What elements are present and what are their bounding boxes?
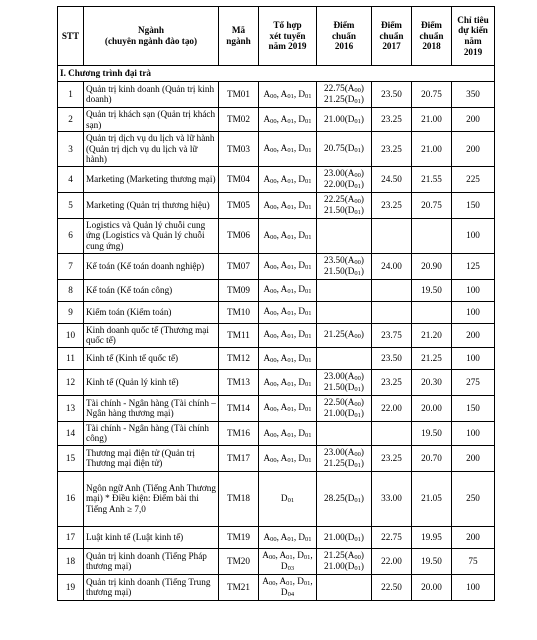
header-row: [58, 7, 495, 66]
row-score-2018: 21.20: [412, 323, 452, 347]
row-code: TM13: [219, 369, 259, 395]
header-combo-text: Tổ hợp xét tuyển năm 2019: [268, 20, 307, 52]
row-combo: A00, A01, D01: [259, 166, 317, 192]
row-code: TM06: [219, 218, 259, 253]
row-score-2016: 23.00(A00) 21.25(D01): [317, 445, 372, 471]
row-stt: 2: [58, 107, 84, 131]
row-major: Quản trị dịch vụ du lịch và lữ hành (Quản trị dịch vụ du lịch và lữ hành): [84, 132, 219, 167]
row-combo: A00, A01, D01: [259, 253, 317, 279]
row-score-2018: 19.50: [412, 548, 452, 574]
row-score-2018: [412, 218, 452, 253]
row-code: TM21: [219, 574, 259, 600]
table-row: [58, 253, 495, 279]
row-score-2016: 20.75(D01): [317, 132, 372, 167]
row-score-2018: 19.95: [412, 526, 452, 548]
table-row: [58, 526, 495, 548]
row-quota: 250: [452, 471, 495, 526]
row-quota: 100: [452, 421, 495, 445]
row-major: Tài chính - Ngân hàng (Tài chính công): [84, 421, 219, 445]
row-code: TM01: [219, 82, 259, 108]
row-major: Quản trị kinh doanh (Tiếng Trung thương mại): [84, 574, 219, 600]
row-code: TM03: [219, 132, 259, 167]
admission-scores-table: [57, 6, 495, 601]
row-major: Logistics và Quản lý chuỗi cung ứng (Logistics và Quản lý chuỗi cung ứng): [84, 218, 219, 253]
row-combo: A00, A01, D01: [259, 218, 317, 253]
row-score-2017: [372, 421, 412, 445]
row-score-2018: 20.00: [412, 574, 452, 600]
row-stt: 9: [58, 301, 84, 323]
row-code: TM14: [219, 395, 259, 421]
row-stt: 13: [58, 395, 84, 421]
row-quota: 350: [452, 82, 495, 108]
row-major: Tài chính - Ngân hàng (Tài chính – Ngân hàng thương mại): [84, 395, 219, 421]
row-score-2017: 23.50: [372, 82, 412, 108]
row-score-2018: [412, 301, 452, 323]
row-score-2016: [317, 574, 372, 600]
row-code: TM20: [219, 548, 259, 574]
row-score-2018: 21.25: [412, 347, 452, 369]
row-score-2016: [317, 218, 372, 253]
row-stt: 1: [58, 82, 84, 108]
table-row: [58, 107, 495, 131]
row-major: Thương mại điện tử (Quản trị Thương mại điện tử): [84, 445, 219, 471]
row-score-2017: [372, 218, 412, 253]
row-major: Quản trị kinh doanh (Tiếng Pháp thương mại): [84, 548, 219, 574]
header-combo: [259, 7, 317, 66]
row-stt: 4: [58, 166, 84, 192]
row-major: Kinh tế (Kinh tế quốc tế): [84, 347, 219, 369]
row-combo: A00, A01, D01, D04: [259, 574, 317, 600]
header-code: [219, 7, 259, 66]
row-score-2016: [317, 279, 372, 301]
row-stt: 14: [58, 421, 84, 445]
row-score-2018: 20.90: [412, 253, 452, 279]
row-major: Kế toán (Kế toán doanh nghiệp): [84, 253, 219, 279]
row-score-2018: 20.75: [412, 82, 452, 108]
row-code: TM09: [219, 279, 259, 301]
table-row: [58, 218, 495, 253]
row-stt: 17: [58, 526, 84, 548]
row-major: Luật kinh tế (Luật kinh tế): [84, 526, 219, 548]
table-row: [58, 323, 495, 347]
row-quota: 200: [452, 526, 495, 548]
table-row: [58, 369, 495, 395]
row-quota: 100: [452, 218, 495, 253]
header-score-2017: [372, 7, 412, 66]
table-row: [58, 279, 495, 301]
header-quota-text: Chỉ tiêu dự kiến năm 2019: [457, 14, 489, 57]
row-score-2017: 22.50: [372, 574, 412, 600]
row-quota: 275: [452, 369, 495, 395]
header-stt: [58, 7, 84, 66]
header-major: [84, 7, 219, 66]
row-score-2018: 20.70: [412, 445, 452, 471]
row-score-2017: 23.75: [372, 323, 412, 347]
row-score-2016: 21.00(D01): [317, 107, 372, 131]
table-row: [58, 301, 495, 323]
row-quota: 225: [452, 166, 495, 192]
row-combo: A00, A01, D01: [259, 192, 317, 218]
row-score-2016: 22.25(A00) 21.50(D01): [317, 192, 372, 218]
row-score-2018: 21.00: [412, 107, 452, 131]
table-row: [58, 347, 495, 369]
row-score-2016: 21.25(A00): [317, 323, 372, 347]
table-row: [58, 421, 495, 445]
row-combo: A00, A01, D01: [259, 107, 317, 131]
row-combo: A00, A01, D01, D03: [259, 548, 317, 574]
row-major: Kế toán (Kế toán công): [84, 279, 219, 301]
table-row: [58, 132, 495, 167]
row-score-2017: [372, 301, 412, 323]
row-score-2016: 22.50(A00) 21.00(D01): [317, 395, 372, 421]
header-stt-text: STT: [61, 30, 80, 41]
row-score-2018: 21.00: [412, 132, 452, 167]
row-score-2017: 33.00: [372, 471, 412, 526]
row-score-2017: 23.25: [372, 192, 412, 218]
row-stt: 16: [58, 471, 84, 526]
header-major-text: Ngành (chuyên ngành đào tạo): [104, 25, 198, 46]
row-stt: 19: [58, 574, 84, 600]
row-quota: 200: [452, 107, 495, 131]
row-score-2017: 22.75: [372, 526, 412, 548]
row-quota: 200: [452, 445, 495, 471]
header-score-2018-text: Điểm chuẩn 2018: [419, 20, 444, 52]
table-row: [58, 548, 495, 574]
header-score-2017-text: Điểm chuẩn 2017: [379, 20, 404, 52]
header-quota: [452, 7, 495, 66]
table-row: [58, 192, 495, 218]
row-score-2016: 22.75(A00) 21.25(D01): [317, 82, 372, 108]
section-row: [58, 66, 495, 82]
row-major: Kiểm toán (Kiểm toán): [84, 301, 219, 323]
row-score-2016: [317, 301, 372, 323]
row-major: Marketing (Quản trị thương hiệu): [84, 192, 219, 218]
row-score-2016: 21.00(D01): [317, 526, 372, 548]
row-stt: 10: [58, 323, 84, 347]
row-score-2017: 23.25: [372, 369, 412, 395]
row-major: Kinh tế (Quản lý kinh tế): [84, 369, 219, 395]
table-row: [58, 395, 495, 421]
row-stt: 6: [58, 218, 84, 253]
row-code: TM11: [219, 323, 259, 347]
row-score-2016: 23.50(A00) 21.50(D01): [317, 253, 372, 279]
row-code: TM16: [219, 421, 259, 445]
row-score-2017: 24.00: [372, 253, 412, 279]
row-code: TM17: [219, 445, 259, 471]
row-stt: 3: [58, 132, 84, 167]
row-score-2016: 21.25(A00) 21.00(D01): [317, 548, 372, 574]
row-score-2016: 23.00(A00) 22.00(D01): [317, 166, 372, 192]
row-combo: A00, A01, D01: [259, 132, 317, 167]
row-quota: 75: [452, 548, 495, 574]
row-score-2018: 20.75: [412, 192, 452, 218]
row-quota: 100: [452, 301, 495, 323]
row-score-2018: 20.30: [412, 369, 452, 395]
row-code: TM19: [219, 526, 259, 548]
row-combo: D01: [259, 471, 317, 526]
row-score-2016: [317, 421, 372, 445]
row-quota: 200: [452, 132, 495, 167]
row-code: TM05: [219, 192, 259, 218]
row-code: TM10: [219, 301, 259, 323]
row-score-2017: 23.50: [372, 347, 412, 369]
header-score-2016: [317, 7, 372, 66]
section-title: I. Chương trình đại trà: [58, 66, 495, 82]
row-stt: 7: [58, 253, 84, 279]
row-score-2016: 28.25(D01): [317, 471, 372, 526]
row-score-2017: 23.25: [372, 132, 412, 167]
row-code: TM18: [219, 471, 259, 526]
row-score-2017: 22.00: [372, 548, 412, 574]
row-score-2017: [372, 279, 412, 301]
table-row: [58, 445, 495, 471]
row-combo: A00, A01, D01: [259, 526, 317, 548]
table-row: [58, 82, 495, 108]
row-quota: 100: [452, 279, 495, 301]
header-score-2018: [412, 7, 452, 66]
header-score-2016-text: Điểm chuẩn 2016: [331, 20, 356, 52]
row-score-2018: 19.50: [412, 421, 452, 445]
row-stt: 11: [58, 347, 84, 369]
row-major: Quản trị kinh doanh (Quản trị kinh doanh): [84, 82, 219, 108]
row-score-2017: 23.25: [372, 445, 412, 471]
row-combo: A00, A01, D01: [259, 323, 317, 347]
row-score-2018: 21.05: [412, 471, 452, 526]
admission-table-container: [57, 6, 494, 601]
row-combo: A00, A01, D01: [259, 445, 317, 471]
row-code: TM07: [219, 253, 259, 279]
row-code: TM12: [219, 347, 259, 369]
row-stt: 5: [58, 192, 84, 218]
row-quota: 100: [452, 347, 495, 369]
table-row: [58, 574, 495, 600]
row-stt: 15: [58, 445, 84, 471]
row-score-2017: 22.00: [372, 395, 412, 421]
row-quota: 100: [452, 574, 495, 600]
row-combo: A00, A01, D01: [259, 395, 317, 421]
row-score-2018: 19.50: [412, 279, 452, 301]
row-score-2018: 20.00: [412, 395, 452, 421]
row-score-2017: 24.50: [372, 166, 412, 192]
row-score-2017: 23.25: [372, 107, 412, 131]
row-major: Ngôn ngữ Anh (Tiếng Anh Thương mại) * Điều kiện: Điểm bài thi Tiếng Anh ≥ 7,0: [84, 471, 219, 526]
row-combo: A00, A01, D01: [259, 369, 317, 395]
row-stt: 18: [58, 548, 84, 574]
row-combo: A00, A01, D01: [259, 347, 317, 369]
row-code: TM02: [219, 107, 259, 131]
row-stt: 12: [58, 369, 84, 395]
row-code: TM04: [219, 166, 259, 192]
row-quota: 200: [452, 323, 495, 347]
row-score-2016: 23.00(A00) 21.50(D01): [317, 369, 372, 395]
row-combo: A00, A01, D01: [259, 421, 317, 445]
row-combo: A00, A01, D01: [259, 82, 317, 108]
header-code-text: Mã ngành: [226, 25, 251, 46]
table-row: [58, 166, 495, 192]
row-major: Quản trị khách sạn (Quản trị khách sạn): [84, 107, 219, 131]
row-score-2018: 21.55: [412, 166, 452, 192]
row-stt: 8: [58, 279, 84, 301]
table-row: [58, 471, 495, 526]
row-major: Kinh doanh quốc tế (Thương mại quốc tế): [84, 323, 219, 347]
row-quota: 125: [452, 253, 495, 279]
row-combo: A00, A01, D01: [259, 301, 317, 323]
row-combo: A00, A01, D01: [259, 279, 317, 301]
row-quota: 150: [452, 192, 495, 218]
row-score-2016: [317, 347, 372, 369]
row-major: Marketing (Marketing thương mại): [84, 166, 219, 192]
row-quota: 150: [452, 395, 495, 421]
